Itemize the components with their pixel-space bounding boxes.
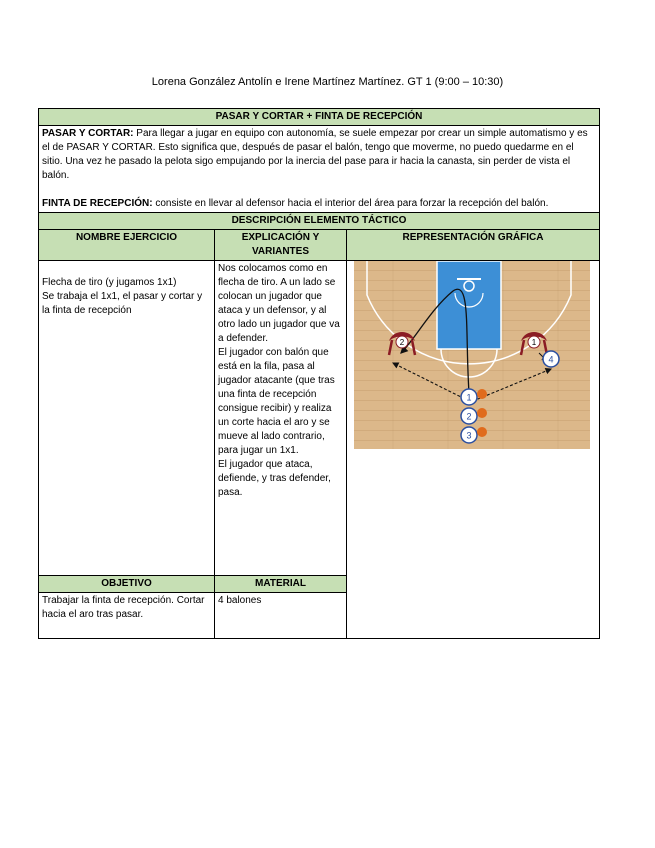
player-4: [543, 351, 559, 367]
col-material-header: MATERIAL: [215, 576, 347, 593]
exercise-table: [38, 108, 600, 639]
pasar-text: Para llegar a jugar en equipo con autonomía, se suele empezar por crear un simple automatismo y es el de PASAR Y CORTAR. Esto significa que, después de pasar el balón, tengo que moverme, no puedo quedarme en el sitio. Una vez he pasado la pelota sigo empujando por la inercia del pase para ir hacia la canasta, sin perder de vista el balón.: [42, 128, 588, 181]
explanation-p3: El jugador que ataca, defiende, y tras defender, pasa.: [218, 459, 331, 498]
court-diagram: [353, 261, 591, 449]
explanation-cell: [215, 261, 347, 576]
material-cell: 4 balones: [215, 593, 347, 639]
svg-text:2: 2: [399, 338, 405, 347]
svg-text:1: 1: [466, 392, 472, 403]
exercise-name-cell: [39, 261, 215, 576]
ball-2: [477, 408, 487, 418]
ball-1: [477, 389, 487, 399]
explanation-p2: El jugador con balón que está en la fila, pasa al jugador atacante (que tras una finta de recepción consigue recibir) y realiza un corte hacia el aro y se mueve al lado contrario, para jugar un 1x1.: [218, 347, 335, 456]
col-graphic-header: REPRESENTACIÓN GRÁFICA: [347, 230, 600, 261]
col-objective-header: OBJETIVO: [39, 576, 215, 593]
svg-text:1: 1: [531, 338, 537, 347]
finta-text: consiste en llevar al defensor hacia el interior del área para forzar la recepción del balón.: [152, 198, 549, 209]
exercise-name-title: Flecha de tiro (y jugamos 1x1): [42, 277, 177, 288]
authors-line: Lorena González Antolín e Irene Martínez Martínez. GT 1 (9:00 – 10:30): [151, 76, 504, 88]
col-explain-header: EXPLICACIÓN Y VARIANTES: [215, 230, 347, 261]
graphic-cell: [347, 261, 600, 639]
explanation-p1: Nos colocamos como en flecha de tiro. A un lado se colocan un jugador que ataca y un defensor, y al otro lado un jugador que va a defender.: [218, 263, 340, 344]
svg-text:3: 3: [466, 430, 472, 441]
ball-3: [477, 427, 487, 437]
pasar-label: PASAR Y CORTAR:: [42, 128, 134, 139]
paint-area: [437, 261, 501, 349]
intro-block: [39, 126, 600, 213]
col-name-header: NOMBRE EJERCICIO: [39, 230, 215, 261]
svg-text:4: 4: [548, 354, 554, 365]
desc-header: DESCRIPCIÓN ELEMENTO TÁCTICO: [39, 213, 600, 230]
exercise-name-desc: Se trabaja el 1x1, el pasar y cortar y la finta de recepción: [42, 291, 203, 316]
objective-cell: Trabajar la finta de recepción. Cortar hacia el aro tras pasar.: [39, 593, 215, 639]
svg-text:2: 2: [466, 411, 472, 422]
finta-label: FINTA DE RECEPCIÓN:: [42, 198, 153, 209]
section-title: PASAR Y CORTAR + FINTA DE RECEPCIÓN: [39, 109, 600, 126]
